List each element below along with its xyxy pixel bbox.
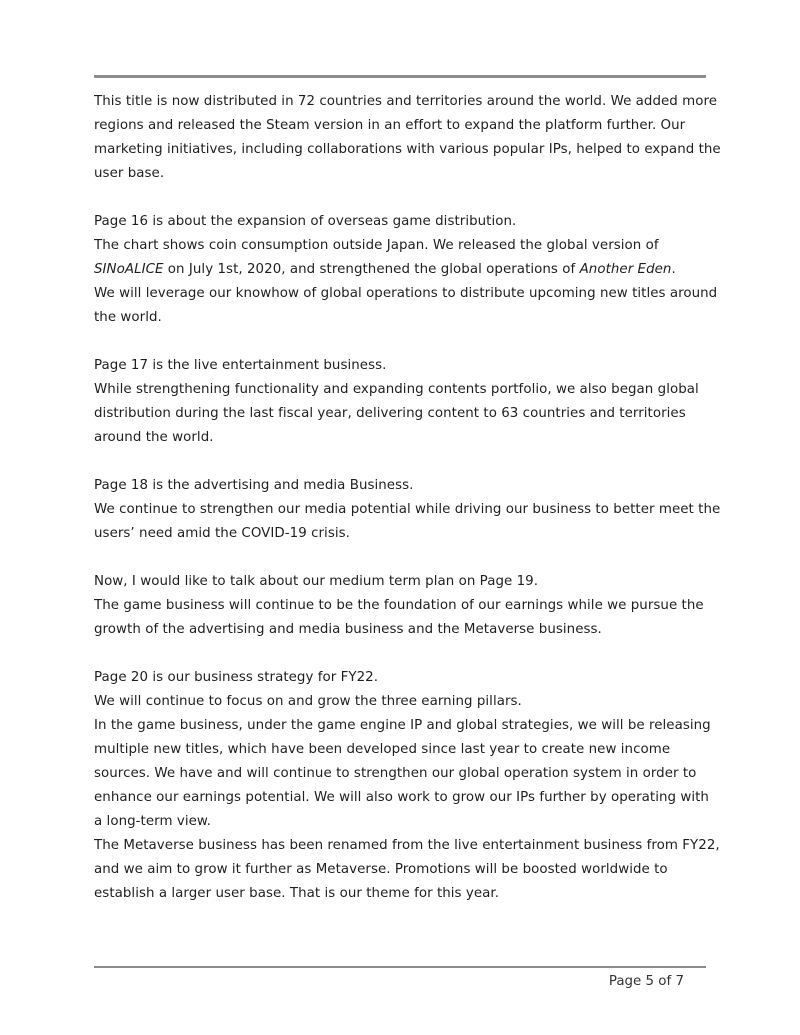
- paragraph: [94, 354, 712, 450]
- text-line: sources. We have and will continue to strengthen our global operation system in order to: [94, 766, 697, 781]
- paragraph: [94, 90, 721, 186]
- text-line: We will leverage our knowhow of global operations to distribute upcoming new titles around: [94, 286, 718, 301]
- text-line: The game business will continue to be the foundation of our earnings while we pursue the: [94, 598, 704, 613]
- game-title: Another Eden: [579, 262, 672, 277]
- text-line: establish a larger user base. That is our theme for this year.: [94, 886, 500, 901]
- text-line: a long-term view.: [94, 814, 211, 829]
- text-line: enhance our earnings potential. We will also work to grow our IPs further by operating with: [94, 790, 709, 805]
- text-line: user base.: [94, 166, 165, 181]
- text-line: multiple new titles, which have been developed since last year to create new income: [94, 742, 671, 757]
- text-line: [94, 258, 712, 282]
- paragraph: [94, 474, 721, 546]
- text-line: Now, I would like to talk about our medium term plan on Page 19.: [94, 574, 539, 589]
- text-line: This title is now distributed in 72 countries and territories around the world. We added more: [94, 94, 718, 109]
- text-line: Page 20 is our business strategy for FY22.: [94, 670, 379, 685]
- text-line: growth of the advertising and media business and the Metaverse business.: [94, 622, 602, 637]
- text-line: The chart shows coin consumption outside Japan. We released the global version of: [94, 238, 659, 253]
- text-line: regions and released the Steam version in an effort to expand the platform further. Our: [94, 118, 686, 133]
- text-line: users’ need amid the COVID-19 crisis.: [94, 526, 350, 541]
- paragraph: [94, 666, 720, 906]
- text-line: the world.: [94, 310, 162, 325]
- document-body: [94, 90, 721, 906]
- text-line: We continue to strengthen our media potential while driving our business to better meet the: [94, 502, 721, 517]
- footer-divider: [94, 966, 706, 968]
- text-line: The Metaverse business has been renamed from the live entertainment business from FY22,: [94, 838, 720, 853]
- paragraph: [94, 210, 718, 330]
- header-divider: [94, 75, 706, 78]
- text-line: distribution during the last fiscal year, delivering content to 63 countries and territories: [94, 406, 686, 421]
- text-line: Page 18 is the advertising and media Business.: [94, 478, 414, 493]
- text-run: .: [671, 262, 676, 277]
- text-line: and we aim to grow it further as Metaverse. Promotions will be boosted worldwide to: [94, 862, 668, 877]
- text-line: around the world.: [94, 430, 214, 445]
- paragraph: [94, 570, 712, 642]
- page-number: Page 5 of 7: [608, 974, 684, 989]
- text-line: Page 17 is the live entertainment business.: [94, 358, 387, 373]
- text-line: In the game business, under the game engine IP and global strategies, we will be releasing: [94, 718, 711, 733]
- text-line: While strengthening functionality and expanding contents portfolio, we also began global: [94, 382, 699, 397]
- game-title: SINoALICE: [94, 262, 164, 277]
- text-line: Page 16 is about the expansion of overseas game distribution.: [94, 214, 517, 229]
- text-run: on July 1st, 2020, and strengthened the global operations of: [163, 262, 580, 277]
- text-line: We will continue to focus on and grow the three earning pillars.: [94, 694, 522, 709]
- text-line: marketing initiatives, including collaborations with various popular IPs, helped to expand the: [94, 142, 721, 157]
